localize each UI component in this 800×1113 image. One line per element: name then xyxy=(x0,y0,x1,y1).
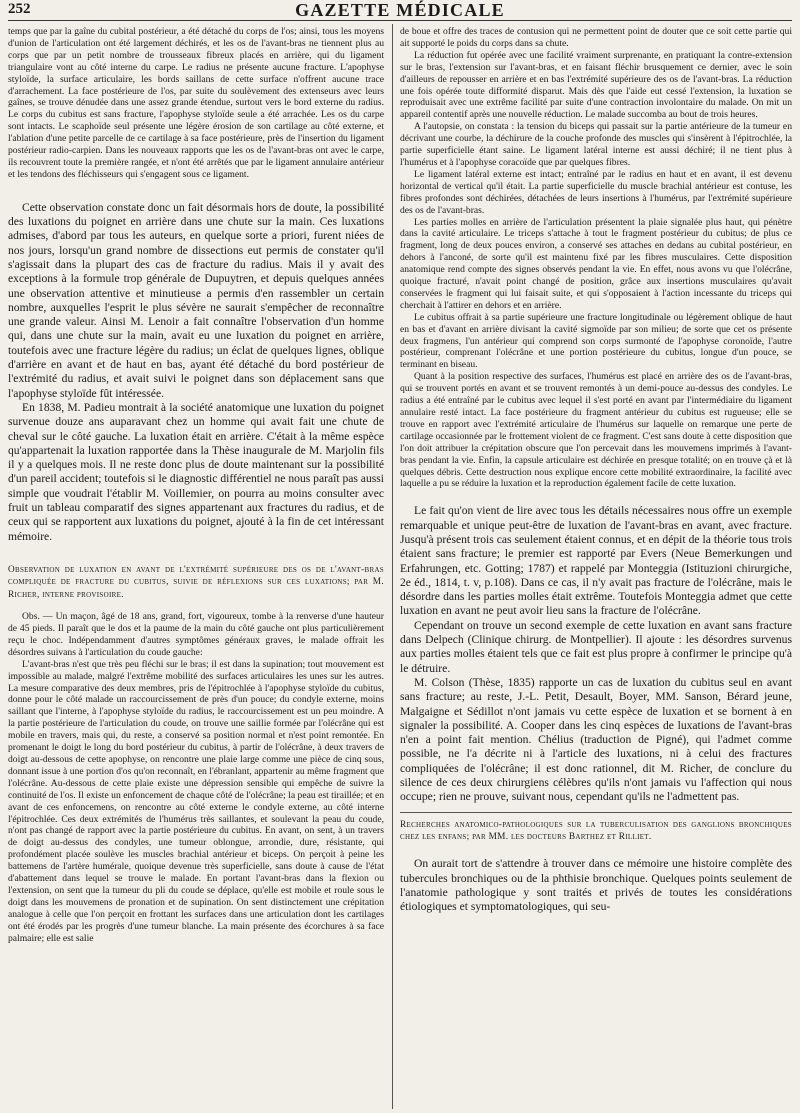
paragraph: Les parties molles en arrière de l'articulation présentent la plaie signalée plus haut, qui pénètre dans la cavité articulaire. Le triceps s'attache à tout le fragment postérieur du cubitus; de plus ce fragment, long de deux pouces environ, a conservé ses attaches en dedans au cubital postérieur, en dehors à l'anconé, de sorte qu'il est maintenu fixé par les fibres musculaires. Cette disposition anatomique rend compte des signes observés pendant la vie. En effet, nous avons vu que l'olécrâne, quoique fracturé, n'avait point changé de position, grâce aux insertions musculaires qu'avait conservées le fragment qui lui faisait suite, et qui s'opposaient à l'action incessante du triceps qui cherchait à l'attirer en dehors et en arrière. xyxy=(400,216,792,311)
left-column xyxy=(8,26,384,945)
paragraph: Obs. — Un maçon, âgé de 18 ans, grand, fort, vigoureux, tombe à la renverse d'une hauteur de 45 pieds. Il paraît que le dos et la paume de la main du côté gauche ont plus particulièrement reçu le choc. Indépendamment d'autres symptômes généraux graves, le malade offrait les désordres suivans à l'articulation du coude gauche: xyxy=(8,611,384,658)
paragraph: A l'autopsie, on constata : la tension du biceps qui passait sur la partie antérieure de la tumeur en décrivant une courbe, la déchirure de la couche profonde des muscles qui s'insèrent à l'épitrochlée, la partie superficielle étant saine. Le ligament latéral interne est aussi déchiré; il ne tient plus à l'humérus et à l'apophyse coracoïde que par quelques fibres. xyxy=(400,121,792,168)
paragraph: M. Colson (Thèse, 1835) rapporte un cas de luxation du cubitus seul en avant sans fracture; au reste, J.-L. Petit, Desault, Boyer, MM. Sanson, Bérard jeune, Malgaigne et Sédillot n'ont jamais vu cette espèce de luxation et se bornent à en signaler la possibilité. A. Cooper dans les cinq espèces de luxations de l'avant-bras n'en a point fait mention. Chélius (traduction de Pigné), qui l'admet comme possible, ne l'a décrite ni à l'article des luxations, ni à celui des fractures compliquées de l'olécrâne; il est donc rationnel, dit M. Richer, de conclure du silence de ces deux chirurgiens célèbres qu'ils n'ont jamais vu l'affection qui nous occupe; rien ne prouve, suivant nous, cependant qu'ils ne l'admettent pas. xyxy=(400,675,792,804)
section-divider xyxy=(400,812,792,813)
paragraph: Le cubitus offrait à sa partie supérieure une fracture longitudinale ou légèrement oblique de haut en bas et d'avant en arrière divisant la cavité sigmoïde par son milieu; de sorte que cet os présente deux fragmens, l'un antérieur qui comprend son corps surmonté de l'apophyse coronoïde, l'autre postérieur, comprenant l'olécrâne et une portion postérieure du cubitus, longue d'un pouce, se terminant en biseau. xyxy=(400,311,792,371)
paragraph: Quant à la position respective des surfaces, l'humérus est placé en arrière des os de l'avant-bras, qui se trouvent portés en avant et se trouvent remontés à un demi-pouce au-dessus des condyles. Le radius a été entraîné par le cubitus avec lequel il s'est porté en avant par l'intermédiaire du ligament annulaire resté intact. La face postérieure du fragment antérieur du cubitus est rugueuse; elle se trouve en rapport avec l'extrémité articulaire de l'humérus sur laquelle on remarque une perte de cartilage occasionnée par le frottement violent de ce fragment. C'est sans doute à cette disposition que l'on doit attribuer la crépitation obscure que l'on percevait dans les mouvemens imprimés à l'avant-bras pendant la vie. Enfin, la capsule articulaire est déchirée en presque totalité; on en trouve çà et là quelques débris. Cette destruction nous explique encore cette mobilité extraordinaire, la facilité avec laquelle a pu se réduire la luxation et la reproduction également facile de cette luxation. xyxy=(400,371,792,490)
paragraph: temps que par la gaîne du cubital postérieur, a été détaché du corps de l'os; ainsi, tous les moyens d'union de l'articulation ont été largement déchirés, et les os de l'avant-bras ne tiennent plus au corps que par un petit nombre de trousseaux fibreux placés en arrière, qui du ligament triangulaire vont au côté interne du carpe. Le radius ne présente aucune fracture. L'apophyse styloïde, la surface articulaire, les bords saillans de cette surface n'offrent aucune trace d'arrachement. La face postérieure de l'os, par suite du soulèvement des extenseurs avec leurs gaînes, se trouve dénudée dans une assez grande étendue, surtout vers le bord externe du radius. Le corps du cubitus est sans fracture, l'apophyse styloïde seule a été arrachée. Les os du carpe sont intacts. Le scaphoïde seul présente une légère érosion de son cartilage au côté externe, et l'ablation d'une petite parcelle de ce cartilage à sa face postérieure, près de l'insertion du ligament postérieur radio-carpien. Dans les nouveaux rapports que les os de l'avant-bras ont avec le carpe, ils recouvrent toute la première rangée, et n'ont été arrêtés que par le ligament annulaire antérieur et les tendons des fléchisseurs qui s'engagent sous ce ligament. xyxy=(8,26,384,180)
column-separator xyxy=(392,24,393,1109)
section-heading: Recherches anatomico-pathologiques sur la tuberculisation des ganglions bronchiques chez les enfans; par MM. les docteurs Barthez et Rilliet. xyxy=(400,819,792,842)
paragraph: L'avant-bras n'est que très peu fléchi sur le bras; il est dans la supination; tout mouvement est impossible au malade, malgré l'extrême mobilité des surfaces articulaires les unes sur les autres. La mesure comparative des deux membres, pris de l'épitrochlée à l'apophyse styloïde du cubitus, donne pour le côté malade un raccourcissement de près d'un pouce; du condyle externe, moins saillant que l'interne, à l'apophyse styloïde du radius, le raccourcissement est un peu moindre. A la partie postérieure de l'articulation du coude, on trouve une saillie formée par l'olécrâne qui est mobile en travers, mais qui, du reste, a conservé sa position normal et n'est point remontée. En promenant le doigt le long du bord postérieur du cubitus, à partir de l'olécrâne, à deux travers de doigt au-dessous de cette apophyse, on rencontre une plaie large comme une pièce de cinq sous, donnant issue à une portion d'os qu'on reconnaît, en l'ébranlant, appartenir au même fragment que l'olécrâne. Au-dessous de cette plaie existe une dépression sensible qui empêche de suivre la continuité de l'os. Il existe un enfoncement de chaque côté de l'olécrâne; la peau est tiraillée; et en avant de ces enfoncemens, on rencontre au côté externe le condyle externe, au côté interne l'épitrochlée. Ces deux extrémités de l'humérus très saillantes, et soulevant la peau du coude, n'ont pas changé de rapport avec la partie postérieure du cubitus. En avant, on sent, à un travers de doigt au-dessus des condyles, une tumeur oblongue, arrondie, dure, résistante, qui profondément placée soulève les muscles brachial antérieur et biceps. On perçoit à peine les battemens de l'artère humérale, quoique devenue très superficielle, sans doute à cause de l'état d'abattement dans lequel se trouve le malade. En portant l'avant-bras dans la flexion ou l'extension, on sent que la tumeur du pli du coude se déplace, qu'elle est mobile et roule sous le doigt dans les mouvemens de pronation et de supination. On sent distinctement une crépitation analogue à celle que l'on perçoit en frottant les surfaces dans une articulation dont les cartilages ont été érodés par les progrès d'une tumeur blanche. La main présente des écorchures à sa face palmaire; elle est salie xyxy=(8,658,384,944)
paragraph: Le ligament latéral externe est intact; entraîné par le radius en haut et en avant, il est devenu horizontal de vertical qu'il était. La partie superficielle du muscle brachial antérieur est contuse, les fibres profondes sont déchirées, détachées de leurs insertions à l'humérus, par l'extrémité supérieure des os de l'avant-bras. xyxy=(400,168,792,216)
paragraph: On aurait tort de s'attendre à trouver dans ce mémoire une histoire complète des tubercules bronchiques ou de la phthisie bronchique. Quelques points seulement de l'anatomie pathologique y sont traités et privés de toutes les considérations étiologiques et symptomatologiques, qui seu- xyxy=(400,857,792,914)
paragraph: Cette observation constate donc un fait désormais hors de doute, la possibilité des luxations du poignet en arrière dans une chute sur la main. Ces luxations admises, d'abord par tous les auteurs, en quelque sorte a priori, furent niées de nos jours, lorsqu'un grand nombre de dissections eut permis de constater qu'il s'agissait dans la plupart des cas de fracture du radius. Mais il y avait des exceptions à la formule trop générale de Dupuytren, et depuis quelques années une observation attentive et minutieuse a permis d'en rassembler un certain nombre, auxquelles l'esprit le plus sévère ne saurait s'empêcher de reconnaître une grande valeur. Ainsi M. Lenoir a fait connaître l'observation d'un homme qui, dans une chute sur la main, avait eu une luxation du poignet en arrière, toutefois avec une fracture légère du radius; un éclat de quelques lignes, oblique d'arrière en avant et de haut en bas, ayant été détaché du bord postérieur de l'extrémité du radius, et avait suivi le poignet dans son déplacement sans que l'apophyse styloïde fût intéressée. xyxy=(8,200,384,400)
paragraph: de boue et offre des traces de contusion qui ne permettent point de douter que ce soit cette partie qui ait supporté le poids du corps dans sa chute. xyxy=(400,26,792,49)
paragraph: En 1838, M. Padieu montrait à la société anatomique une luxation du poignet survenue douze ans auparavant chez un homme qui avait fait une chute de cheval sur le côté gauche. La luxation était en arrière. C'était à la même espèce qu'appartenait la luxation rapportée dans la Thèse inaugurale de M. Marjolin fils il y a quelques mois. Il ne reste donc plus de doute maintenant sur la possibilité d'un pareil accident; toutefois si le diagnostic différentiel ne nous paraît pas aussi simple que voudrait l'établir M. Voillemier, on pourra au moins consulter avec fruit un tableau comparatif des signes appartenant aux fractures du radius, et de ceux qui se rapportent aux luxations du poignet, ajouté à la fin de cet intéressant mémoire. xyxy=(8,400,384,543)
paragraph: La réduction fut opérée avec une facilité vraiment surprenante, en pratiquant la contre-extension sur le bras, l'extension sur l'avant-bras, et en faisant fléchir brusquement ce dernier, avec le soin d'ailleurs de repousser en arrière et en bas l'extrémité supérieure des os de l'avant-bras. La réduction une fois opérée toute difformité disparut. Mais dès que l'aide eut cessé l'extension, la luxation se reproduisait avec une extrême facilité par suite d'une contraction involontaire du malade. On mit un appareil contentif après une nouvelle réduction. Le malade succomba au bout de trois heures. xyxy=(400,49,792,121)
header-rule xyxy=(8,20,792,21)
paragraph: Cependant on trouve un second exemple de cette luxation en avant sans fracture dans Delpech (Clinique chirurg. de Montpellier). Il ajoute : les désordres survenus aux parties molles étaient tels que ce fait est plus propre à confirmer le principe qu'à le détruire. xyxy=(400,618,792,675)
journal-title: GAZETTE MÉDICALE xyxy=(295,0,505,20)
page-number: 252 xyxy=(8,1,31,17)
page-header xyxy=(0,0,800,18)
right-column xyxy=(400,26,792,915)
section-heading: Observation de luxation en avant de l'extrémité supérieure des os de l'avant-bras compliquée de fracture du cubitus, suivie de réflexions sur ces luxations; par M. Richer, interne provisoire. xyxy=(8,564,384,600)
paragraph: Le fait qu'on vient de lire avec tous les détails nécessaires nous offre un exemple remarquable et unique peut-être de luxation de l'avant-bras en avant, avec fracture. Jusqu'à présent trois cas seulement étaient connus, et en dépit de la théorie tous trois étaient sans fracture; le premier est rapporté par Evers (Neue Bemerkungen und Erfahrungen, etc. Gotting; 1787) et rappelé par Monteggia (Istituzioni chirurgiche, 2e éd., 1814, t. v, p.108). Dans ce cas, il n'y avait pas fracture de l'olécrâne, mais le désordre dans les parties molles était extrême. Toutefois Monteggia admet que cette luxation en avant ne peut avoir lieu sans la fracture de l'olécrâne. xyxy=(400,504,792,618)
